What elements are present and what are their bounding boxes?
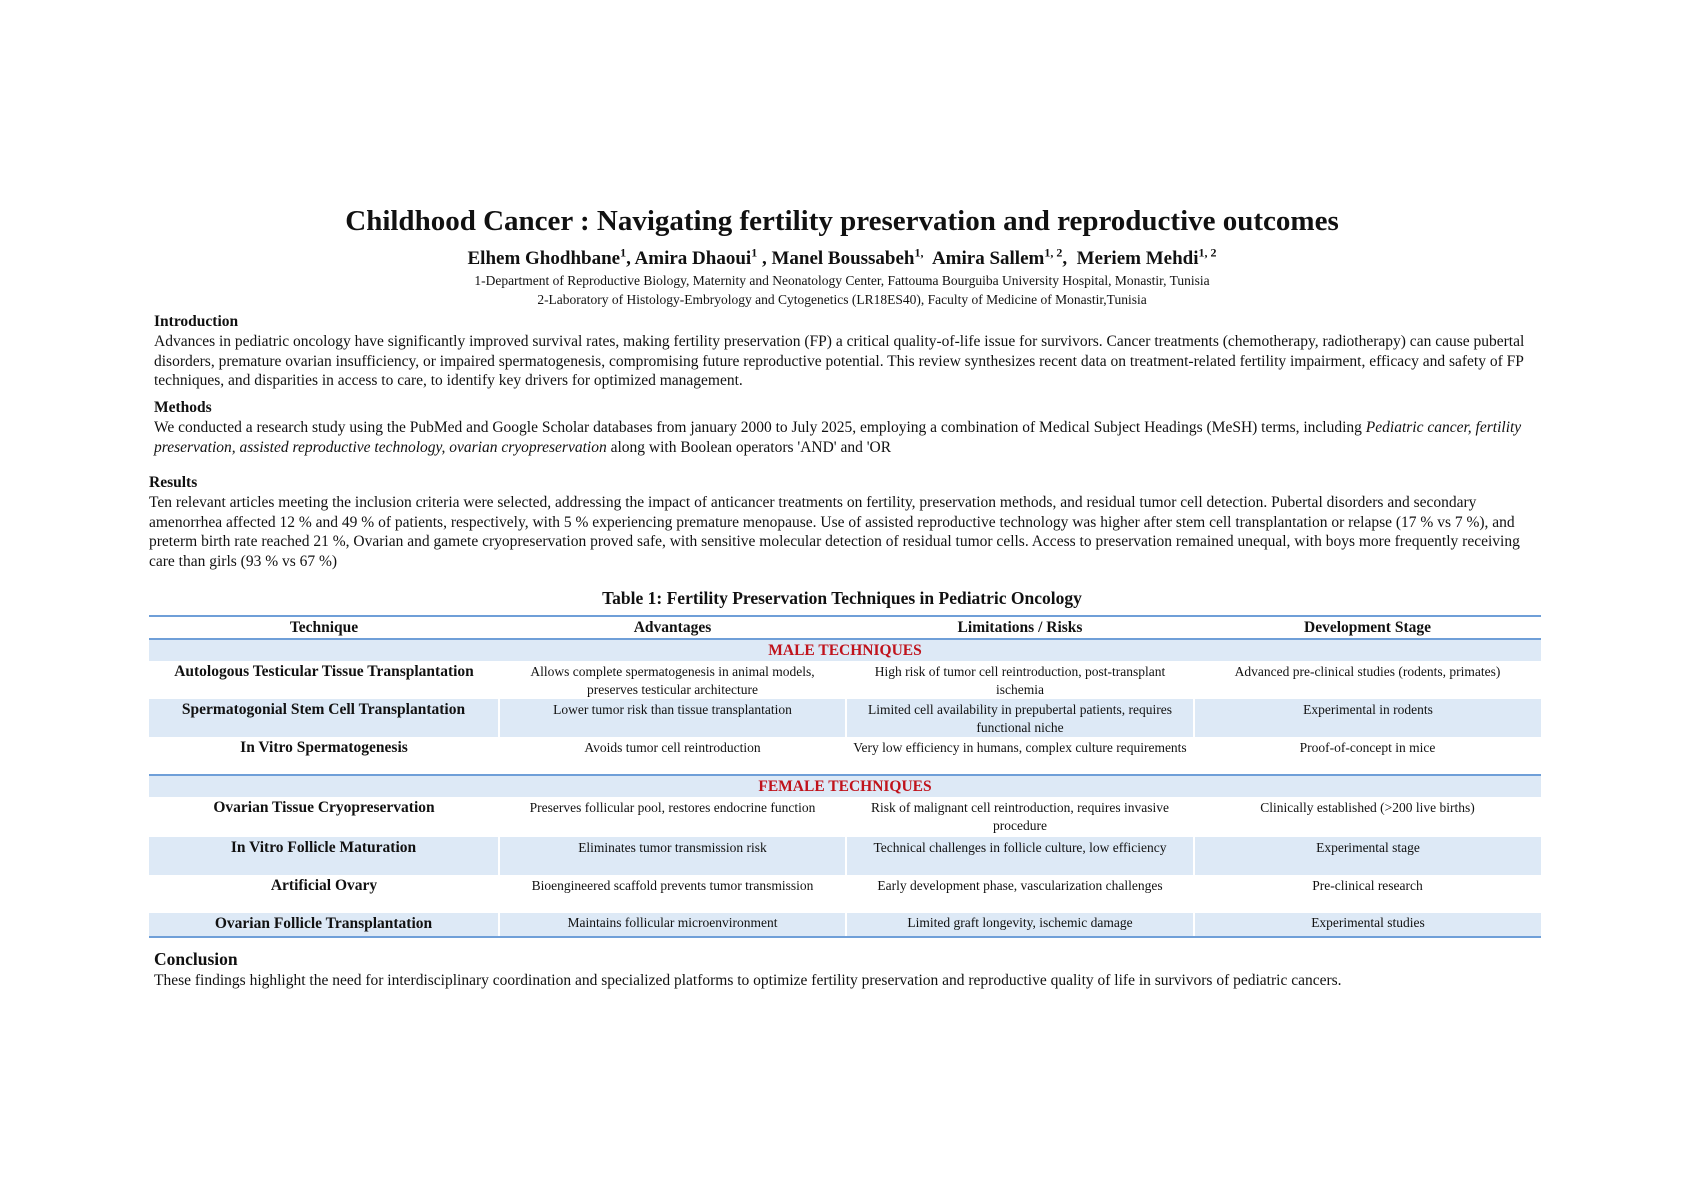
- column-header: Technique: [289, 618, 359, 636]
- advantages-cell: Maintains follicular microenvironment: [499, 913, 846, 937]
- mesh-terms: Pediatric cancer, fertility preservation, assisted reproductive technology, ovarian cryopreservation: [154, 419, 1522, 456]
- advantages-cell: Eliminates tumor transmission risk: [499, 837, 846, 875]
- introduction-section: [154, 312, 1540, 391]
- author-affiliation-marker: 1, 2: [1044, 245, 1063, 260]
- group-row-female: [149, 775, 1541, 797]
- stage-cell: Advanced pre-clinical studies (rodents, primates): [1234, 664, 1501, 679]
- technique-cell: Ovarian Tissue Cryopreservation: [213, 799, 435, 816]
- affiliation-1: 1-Department of Reproductive Biology, Maternity and Neonatology Center, Fattouma Bourguiba University Hospital, Monastir, Tunisia: [474, 273, 1210, 288]
- technique-cell: Spermatogonial Stem Cell Transplantation: [149, 699, 499, 737]
- results-text: Ten relevant articles meeting the inclusion criteria were selected, addressing the impact of anticancer treatments on fertility, preservation methods, and residual tumor cell detection. Pubertal disorders and secondary amenorrhea affected 12 % and 49 % of patients, respectively, with 5 % experiencing premature menopause. Use of assisted reproductive technology was higher after stem cell transplantation or relapse (17 % vs 7 %), and preterm birth rate reached 21 %, Ovarian and gamete cryopreservation proved safe, with sensitive molecular detection of residual tumor cells. Access to preservation remained unequal, with boys more frequently receiving care than girls (93 % vs 67 %): [149, 494, 1520, 570]
- author-name: Elhem Ghodhbane: [467, 248, 621, 269]
- author-list: Elhem Ghodhbane$^1$, Amira Dhaoui$^1$ , Manel Boussabeh$^{1,}$ Amira Sallem$^{1, 2}$, Meriem Mehdi$^{1, 2}$: [467, 245, 1217, 269]
- column-header: Limitations / Risks: [957, 618, 1083, 636]
- technique-cell: Artificial Ovary: [270, 877, 378, 894]
- technique-cell: Ovarian Follicle Transplantation: [149, 913, 499, 937]
- table-row: [149, 737, 1541, 775]
- group-row-male: [149, 639, 1541, 661]
- author-affiliation-marker: 1: [751, 245, 758, 260]
- fertility-techniques-table: [149, 615, 1541, 938]
- advantages-cell: Allows complete spermatogenesis in animal models, preserves testicular architecture: [530, 664, 815, 697]
- author-affiliation-marker: 1, 2: [1198, 245, 1217, 260]
- stage-cell: Clinically established (>200 live births): [1260, 800, 1475, 815]
- stage-cell: Experimental in rodents: [1194, 699, 1541, 737]
- technique-cell: In Vitro Spermatogenesis: [240, 739, 408, 756]
- section-heading: Methods: [154, 399, 212, 416]
- conclusion-section: [154, 948, 1554, 991]
- author-affiliation-marker: 1,: [914, 245, 924, 260]
- methods-text-part: along with Boolean operators 'AND' and 'OR: [606, 438, 892, 456]
- poster-title: Childhood Cancer : Navigating fertility preservation and reproductive outcomes: [345, 205, 1339, 237]
- advantages-cell: Lower tumor risk than tissue transplantation: [499, 699, 846, 737]
- column-header: Advantages: [633, 618, 712, 636]
- table-row: [149, 913, 1541, 937]
- methods-section: [154, 398, 1540, 457]
- limitations-cell: Risk of malignant cell reintroduction, requires invasive procedure: [870, 800, 1170, 833]
- limitations-cell: Limited graft longevity, ischemic damage: [846, 913, 1194, 937]
- table-title: Table 1: Fertility Preservation Techniques in Pediatric Oncology: [602, 588, 1082, 608]
- column-header: Development Stage: [1304, 618, 1431, 636]
- stage-cell: Pre-clinical research: [1312, 878, 1423, 893]
- limitations-cell: High risk of tumor cell reintroduction, post-transplant ischemia: [874, 664, 1166, 697]
- table-row: [149, 699, 1541, 737]
- author-affiliation-marker: 1: [620, 245, 627, 260]
- section-heading: Results: [149, 474, 198, 491]
- limitations-cell: Technical challenges in follicle culture, low efficiency: [846, 837, 1194, 875]
- section-heading: Introduction: [154, 313, 239, 330]
- author-name: Amira Dhaoui: [634, 248, 752, 269]
- limitations-cell: Early development phase, vascularization challenges: [877, 878, 1163, 893]
- table-row: [149, 837, 1541, 875]
- results-section: [149, 473, 1541, 571]
- author-name: Manel Boussabeh: [771, 248, 915, 269]
- group-label: MALE TECHNIQUES: [149, 639, 1541, 661]
- advantages-cell: Bioengineered scaffold prevents tumor transmission: [531, 878, 814, 893]
- affiliation-2: 2-Laboratory of Histology-Embryology and Cytogenetics (LR18ES40), Faculty of Medicine of Monastir,Tunisia: [537, 292, 1147, 307]
- advantages-cell: Preserves follicular pool, restores endocrine function: [529, 800, 816, 815]
- stage-cell: Experimental stage: [1194, 837, 1541, 875]
- methods-text-part: We conducted a research study using the PubMed and Google Scholar databases from january 2000 to July 2025, employing a combination of Medical Subject Headings (MeSH) terms, including: [154, 419, 1366, 436]
- table-row: [149, 661, 1541, 699]
- section-heading: Conclusion: [154, 949, 238, 969]
- technique-cell: In Vitro Follicle Maturation: [149, 837, 499, 875]
- stage-cell: Experimental studies: [1194, 913, 1541, 937]
- advantages-cell: Avoids tumor cell reintroduction: [584, 740, 761, 755]
- table-row: [149, 875, 1541, 913]
- limitations-cell: Limited cell availability in prepubertal patients, requires functional niche: [846, 699, 1194, 737]
- author-name: Meriem Mehdi: [1076, 248, 1199, 269]
- technique-cell: Autologous Testicular Tissue Transplantation: [174, 663, 474, 680]
- group-label: FEMALE TECHNIQUES: [149, 775, 1541, 797]
- table-row: [149, 797, 1541, 837]
- limitations-cell: Very low efficiency in humans, complex culture requirements: [853, 740, 1187, 755]
- introduction-text: Advances in pediatric oncology have significantly improved survival rates, making fertility preservation (FP) a critical quality-of-life issue for survivors. Cancer treatments (chemotherapy, radiotherapy) can cause pubertal disorders, premature ovarian insufficiency, or impaired spermatogenesis, compromising future reproductive potential. This review synthesizes recent data on treatment-related fertility impairment, efficacy and safety of FP techniques, and disparities in access to care, to identify key drivers for optimized management.: [154, 333, 1525, 390]
- stage-cell: Proof-of-concept in mice: [1299, 740, 1436, 755]
- author-name: Amira Sallem: [931, 248, 1045, 269]
- methods-text: [154, 418, 1540, 457]
- table-header-row: [149, 616, 1541, 639]
- conclusion-text: These findings highlight the need for interdisciplinary coordination and specialized platforms to optimize fertility preservation and reproductive quality of life in survivors of pediatric cancers.: [154, 972, 1342, 989]
